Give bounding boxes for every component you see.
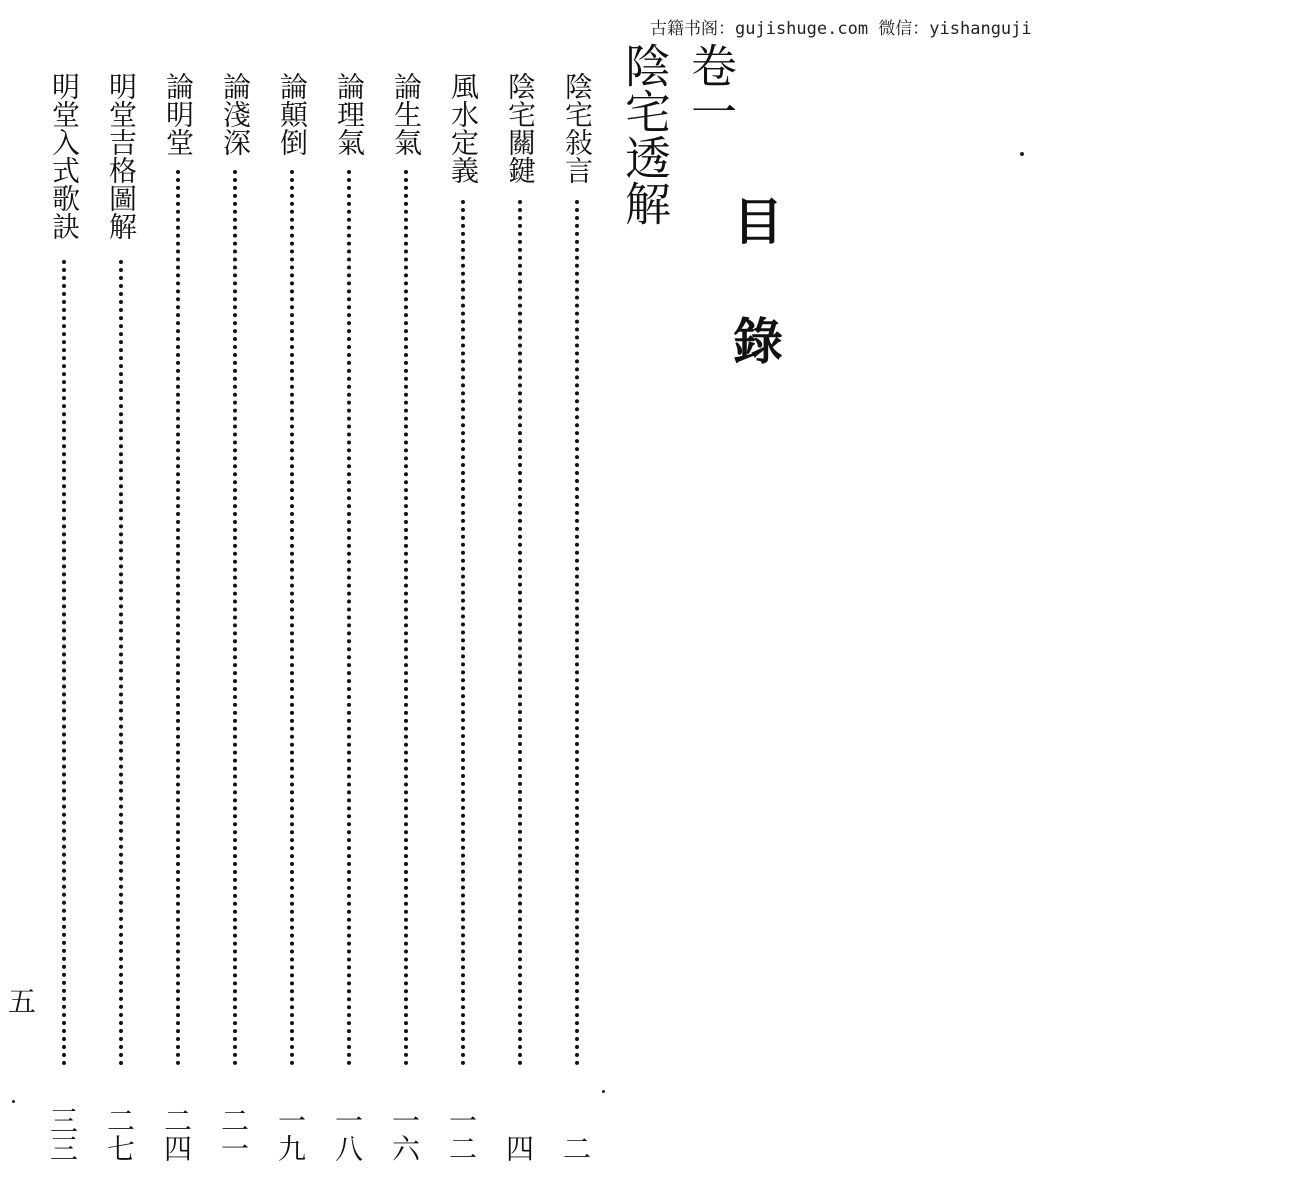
toc-entry-label: 明堂吉格圖解 xyxy=(105,72,138,240)
toc-entry[interactable] xyxy=(47,72,81,1162)
leader-dots xyxy=(404,170,408,1066)
toc-entry[interactable] xyxy=(161,72,195,1162)
leader-dots xyxy=(347,170,351,1066)
toc-entry[interactable] xyxy=(560,72,594,1162)
toc-entry[interactable] xyxy=(389,72,423,1162)
toc-entry-page: 四 xyxy=(502,1134,535,1162)
toc-entry-label: 論顛倒 xyxy=(276,72,309,156)
toc-entry[interactable] xyxy=(275,72,309,1162)
toc-entry-label: 明堂入式歌訣 xyxy=(48,72,81,240)
toc-entry-page: 一九 xyxy=(274,1106,307,1162)
toc-entry-page: 二七 xyxy=(103,1106,136,1162)
leader-dots xyxy=(233,170,237,1066)
toc-entry-page: 三三 xyxy=(46,1106,79,1162)
leader-dots xyxy=(461,200,465,1066)
toc-entry-label: 論理氣 xyxy=(333,72,366,156)
toc-entry[interactable] xyxy=(104,72,138,1162)
volume-number: 卷一 xyxy=(684,42,738,134)
toc-entry-label: 陰宅敍言 xyxy=(561,72,594,184)
watermark: 古籍书阁：gujishuge.com 微信：yishanguji xyxy=(650,19,1032,39)
toc-entry-label: 論淺深 xyxy=(219,72,252,156)
page-number: 五 xyxy=(8,985,37,1018)
toc-entry[interactable] xyxy=(332,72,366,1162)
toc-entry-label: 論明堂 xyxy=(162,72,195,156)
toc-entry-page: 二四 xyxy=(160,1106,193,1162)
volume-heading xyxy=(612,42,744,226)
toc-entry-page: 二 xyxy=(559,1134,592,1162)
leader-dots xyxy=(119,260,123,1066)
leader-dots xyxy=(518,200,522,1066)
leader-dots xyxy=(290,170,294,1066)
toc-entry-page: 二一 xyxy=(217,1106,250,1162)
ink-speck xyxy=(602,1090,605,1093)
leader-dots xyxy=(575,200,579,1066)
toc-entry-label: 陰宅關鍵 xyxy=(504,72,537,184)
toc-entry-label: 風水定義 xyxy=(447,72,480,184)
toc-entry-page: 一二 xyxy=(445,1106,478,1162)
volume-book-title: 陰宅透解 xyxy=(618,42,672,226)
leader-dots xyxy=(62,260,66,1066)
toc-entry-page: 一六 xyxy=(388,1106,421,1162)
toc-entry-page: 一八 xyxy=(331,1106,364,1162)
page-title: 目錄 xyxy=(725,195,783,435)
toc-entry[interactable] xyxy=(503,72,537,1162)
ink-speck xyxy=(12,1100,15,1103)
ink-speck xyxy=(1020,152,1024,156)
toc-entry[interactable] xyxy=(218,72,252,1162)
toc-entry[interactable] xyxy=(446,72,480,1162)
toc-entry-label: 論生氣 xyxy=(390,72,423,156)
leader-dots xyxy=(176,170,180,1066)
